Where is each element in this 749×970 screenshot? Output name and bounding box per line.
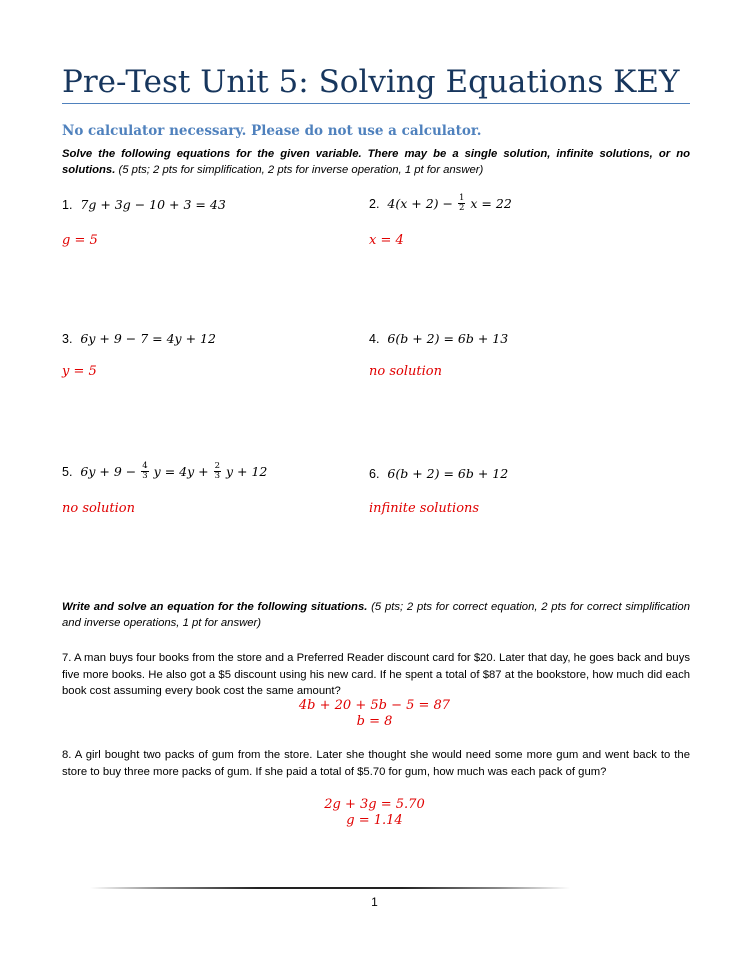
word-problem-7: 7. A man buys four books from the store and a Preferred Reader discount card for $20. Later that day, he goes back and buys five more books. He also got a $5 discount using his new card. If he spent a total of $87 at the bookstore, how much did each book cost assuming every book cost the same amount? (62, 652, 690, 697)
section2-rubric: (5 pts; 2 pts for correct equation, 2 pts for correct simplification and inverse operations, 1 pt for answer) (62, 601, 691, 629)
problem-6-answer: infinite solutions (369, 501, 480, 516)
problem-2-answer: x = 4 (369, 233, 404, 248)
problem-8-work (0, 797, 749, 829)
problem-7-equation: 4b + 20 + 5b − 5 = 87 (298, 698, 451, 713)
calculator-notice: No calculator necessary. Please do not use a calculator. (62, 123, 482, 139)
problem-8-answer: g = 1.14 (346, 813, 403, 828)
section1-rubric: (5 pts; 2 pts for simplification, 2 pts for inverse operation, 1 pt for answer) (118, 164, 484, 176)
problem-5-answer: no solution (62, 501, 135, 516)
problem-4-answer: no solution (369, 364, 442, 379)
problem-5-equation: 5. 6y + 9 − $\frac{4}{3}$ y = 4y + $\frac{2}{3}$ y + 12 (62, 461, 268, 481)
word-problem-8: 8. A girl bought two packs of gum from the store. Later she thought she would need some more gum and went back to the store to buy three more packs of gum. If she paid a total of $5.70 for gum, how much was each pack of gum? (62, 749, 690, 778)
page-title: Pre-Test Unit 5: Solving Equations KEY (62, 64, 680, 100)
section2-instruction-text: Write and solve an equation for the following situations. (62, 601, 368, 613)
title-underline (62, 103, 690, 104)
problem-3-answer: y = 5 (62, 364, 97, 379)
problem-7-answer: b = 8 (356, 714, 393, 729)
section1-instructions (62, 146, 690, 178)
problem-7-work (0, 698, 749, 730)
problem-1-equation: 1. 7g + 3g − 10 + 3 = 43 (62, 197, 226, 212)
fraction-one-half: $\frac{1}{2}$ (458, 193, 465, 213)
problem-6-equation: 6. 6(b + 2) = 6b + 12 (369, 466, 509, 481)
footer-divider (90, 887, 570, 889)
problem-1-answer: g = 5 (62, 233, 98, 248)
section1-instruction-text: Solve the following equations for the given variable. There may be a single solution, infinite solutions, or no solutions. (62, 148, 690, 176)
fraction-two-thirds: $\frac{2}{3}$ (214, 461, 221, 481)
fraction-four-thirds: $\frac{4}{3}$ (142, 461, 148, 481)
problem-3-equation: 3. 6y + 9 − 7 = 4y + 12 (62, 331, 216, 346)
problem-4-equation: 4. 6(b + 2) = 6b + 13 (369, 331, 509, 346)
section2-instructions (62, 599, 690, 631)
page-number: 1 (371, 895, 378, 909)
problem-8-equation: 2g + 3g = 5.70 (324, 797, 425, 812)
problem-2-equation: 2. 4(x + 2) − $\frac{1}{2}$ x = 22 (369, 193, 512, 213)
